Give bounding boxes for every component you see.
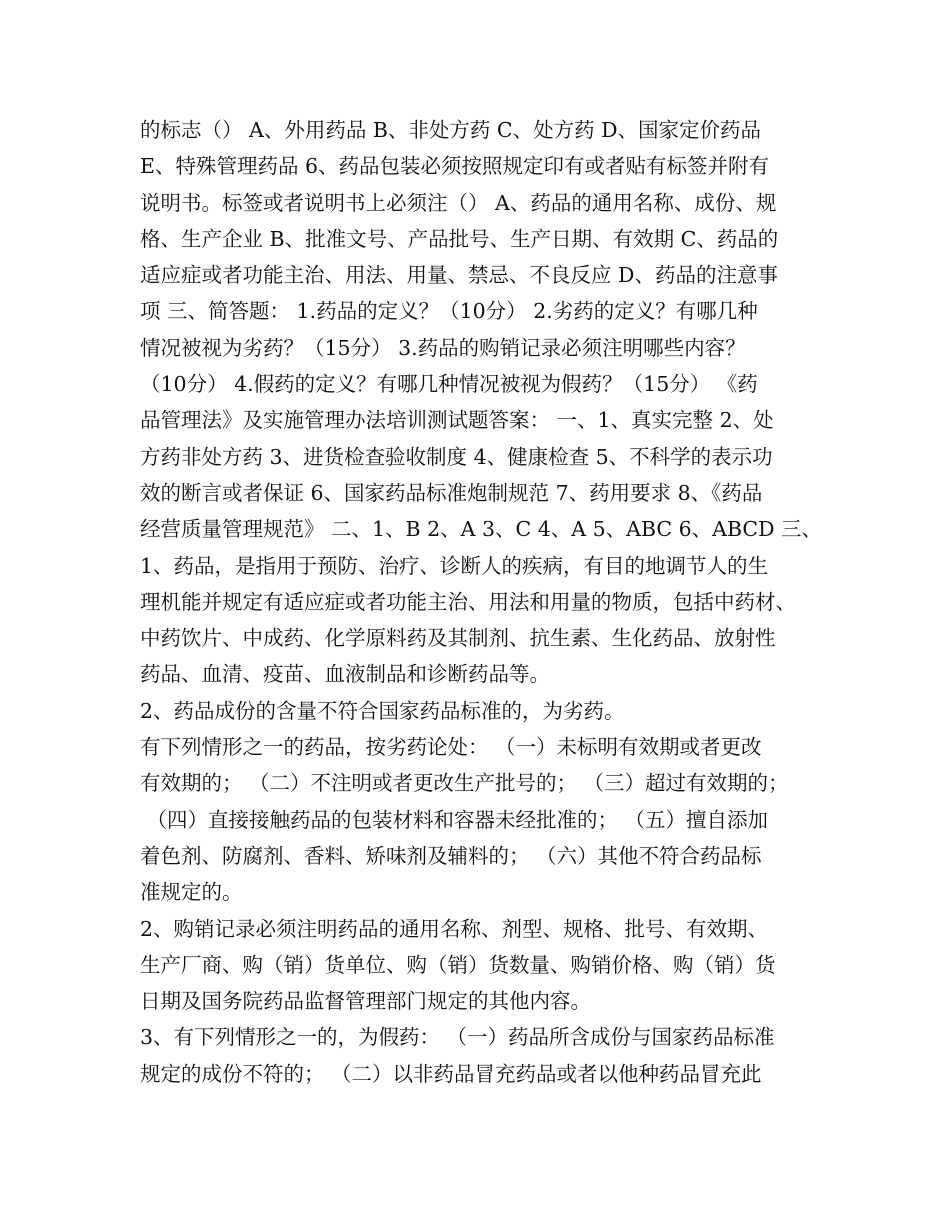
text-line: （10分） 4.假药的定义？有哪几种情况被视为假药？（15分） 《药 <box>140 372 758 397</box>
text-line: 经营质量管理规范》 二、1、B 2、A 3、C 4、A 5、ABC 6、ABCD 三、 <box>140 517 823 542</box>
text-line: 中药饮片、中成药、化学原料药及其制剂、抗生素、生化药品、放射性 <box>140 626 776 651</box>
text-line: 情况被视为劣药？（15分） 3.药品的购销记录必须注明哪些内容？ <box>140 335 746 360</box>
text-line: 方药非处方药 3、进货检查验收制度 4、健康检查 5、不科学的表示功 <box>140 444 773 469</box>
text-line: 着色剂、防腐剂、香料、矫味剂及辅料的； （六）其他不符合药品标 <box>140 843 762 868</box>
text-line: 3、有下列情形之一的，为假药： （一）药品所含成份与国家药品标准 <box>140 1025 775 1050</box>
text-line: 生产厂商、购（销）货单位、购（销）货数量、购销价格、购（销）货 <box>140 952 776 977</box>
text-line: 说明书。标签或者说明书上必须注（） A、药品的通用名称、成份、规 <box>140 190 777 215</box>
text-line: 的标志（） A、外用药品 B、非处方药 C、处方药 D、国家定价药品 <box>140 118 762 142</box>
text-line: 有效期的； （二）不注明或者更改生产批号的； （三）超过有效期的； <box>140 771 789 796</box>
text-line: 2、药品成份的含量不符合国家药品标准的，为劣药。 <box>140 698 625 723</box>
text-line: 理机能并规定有适应症或者功能主治、用法和用量的物质，包括中药材、 <box>140 589 796 614</box>
text-line: 规定的成份不符的； （二）以非药品冒充药品或者以他种药品冒充此 <box>140 1061 762 1086</box>
text-line: 1、药品，是指用于预防、治疗、诊断人的疾病，有目的地调节人的生 <box>140 553 769 578</box>
text-line: 项 三、简答题： 1.药品的定义？（10分） 2.劣药的定义？有哪几种 <box>140 299 758 324</box>
text-line: 药品、血清、疫苗、血液制品和诊断药品等。 <box>140 662 550 687</box>
text-line: 有下列情形之一的药品，按劣药论处： （一）未标明有效期或者更改 <box>140 735 762 760</box>
document-body <box>140 112 823 1092</box>
text-line: 品管理法》及实施管理办法培训测试题答案： 一、1、真实完整 2、处 <box>140 408 774 433</box>
text-line: 2、购销记录必须注明药品的通用名称、剂型、规格、批号、有效期、 <box>140 916 769 941</box>
text-line: 准规定的。 <box>140 880 243 905</box>
text-line: E、特殊管理药品 6、药品包装必须按照规定印有或者贴有标签并附有 <box>140 154 770 179</box>
text-line: 适应症或者功能主治、用法、用量、禁忌、不良反应 D、药品的注意事 <box>140 263 778 288</box>
text-line: 日期及国务院药品监督管理部门规定的其他内容。 <box>140 989 591 1014</box>
text-line: 效的断言或者保证 6、国家药品标准炮制规范 7、药用要求 8、《药品 <box>140 480 763 505</box>
text-line: 格、生产企业 B、批准文号、产品批号、生产日期、有效期 C、药品的 <box>140 226 779 251</box>
text-line: （四）直接接触药品的包装材料和容器未经批准的； （五）擅自添加 <box>140 807 769 832</box>
